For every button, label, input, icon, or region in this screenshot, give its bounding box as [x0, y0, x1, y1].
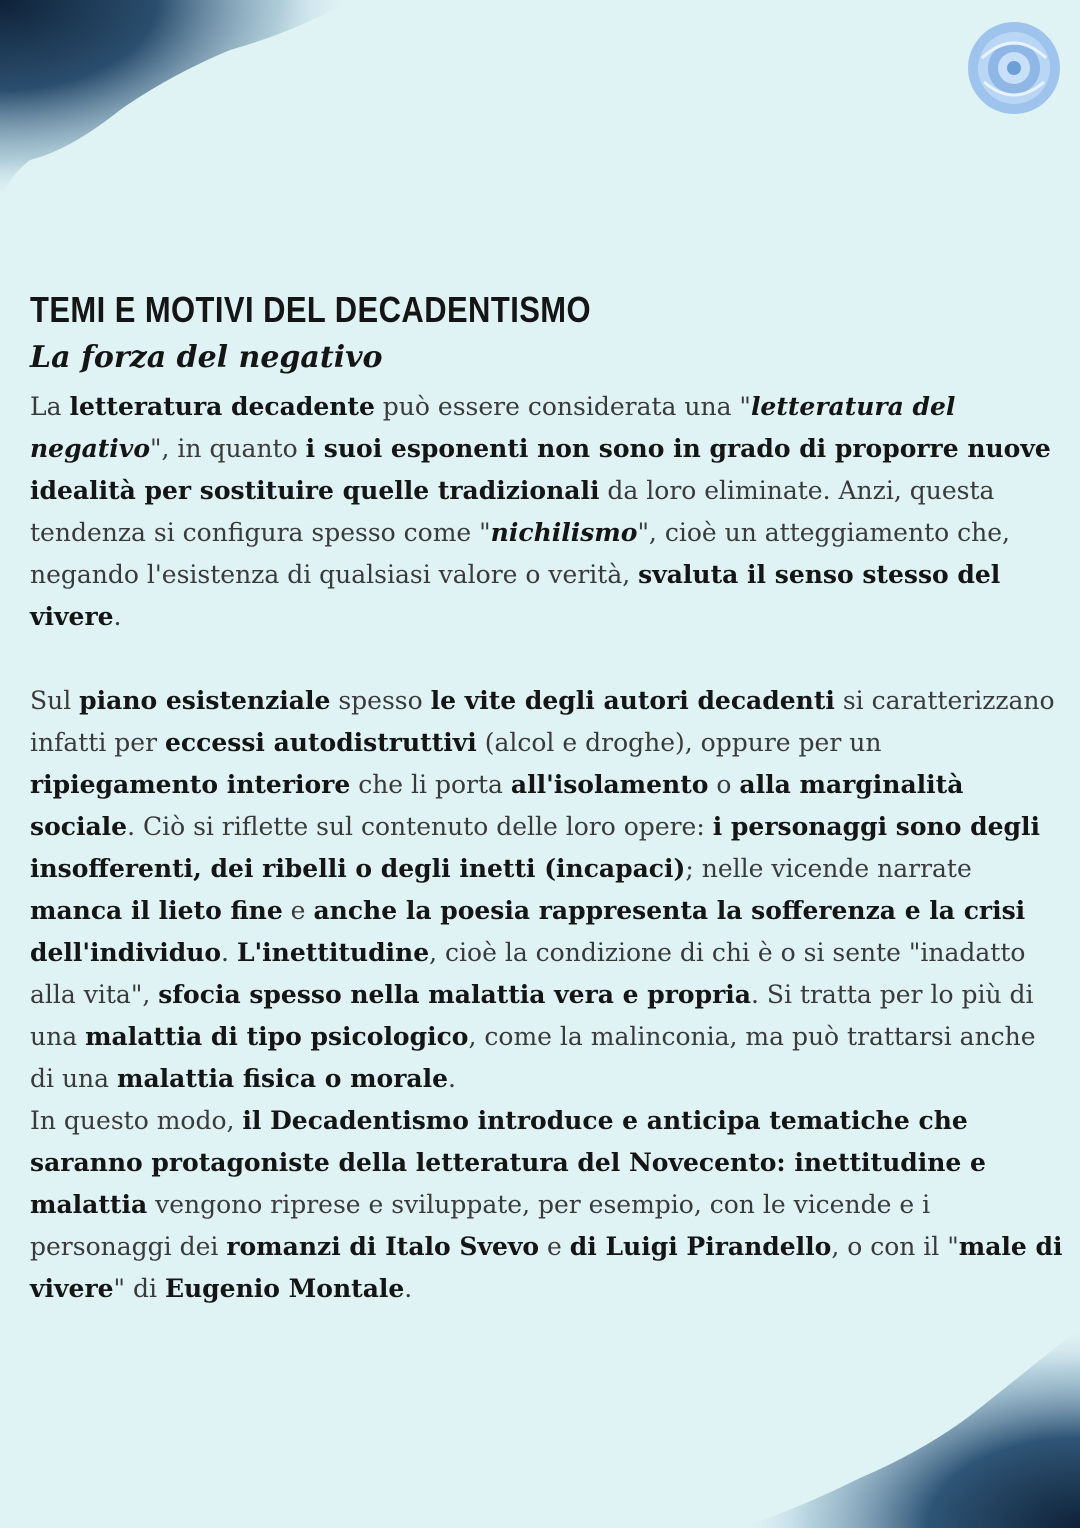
text: " di — [113, 1274, 165, 1303]
emphasis: sfocia spesso nella malattia vera e propria — [158, 980, 751, 1009]
text: si caratterizzano infatti per — [30, 686, 1055, 757]
text: (alcol e droghe), oppure per un — [476, 728, 882, 757]
text: ", cioè un atteggiamento che, negando l'esistenza di qualsiasi valore o verità, — [30, 518, 1010, 589]
emphasis: letteratura decadente — [69, 392, 375, 421]
emphasis: di Luigi Pirandello — [569, 1232, 832, 1261]
emphasis: i personaggi sono degli insofferenti, dei ribelli o degli inetti (incapaci) — [30, 812, 1040, 883]
text: . — [448, 1064, 456, 1093]
text: da loro eliminate. Anzi, questa tendenza si configura spesso come " — [30, 476, 995, 547]
text: . — [404, 1274, 413, 1303]
emphasis: Eugenio Montale — [164, 1274, 405, 1303]
emphasis: male di vivere — [30, 1232, 1063, 1303]
text: e — [539, 1232, 570, 1261]
document-body — [30, 286, 1066, 1310]
emphasis: malattia di tipo psicologico — [85, 1022, 469, 1051]
text: ", in quanto — [150, 434, 306, 463]
text: ; nelle vicende narrate — [685, 854, 972, 883]
emphasis: piano esistenziale — [79, 686, 331, 715]
text: . Si tratta per lo più di una — [30, 980, 1034, 1051]
rose-flower-icon — [962, 18, 1066, 118]
text: , cioè la condizione di chi è o si sente "inadatto alla vita", — [30, 938, 1026, 1009]
paragraph-3 — [30, 1100, 1066, 1310]
emphasis: manca il lieto fine — [30, 896, 283, 925]
page-title: TEMI E MOTIVI DEL DECADENTISMO — [30, 289, 592, 330]
emphasis: nichilismo — [490, 518, 638, 547]
text: . Ciò si riflette sul contenuto delle loro opere: — [127, 812, 713, 841]
text: . — [221, 938, 237, 967]
emphasis: eccessi autodistruttivi — [165, 728, 477, 757]
emphasis: svaluta il senso stesso del vivere — [30, 560, 1001, 631]
text: spesso — [330, 686, 431, 715]
text: Sul — [30, 686, 80, 715]
emphasis: alla marginalità sociale — [30, 770, 964, 841]
emphasis: malattia fisica o morale — [117, 1064, 448, 1093]
text: e — [282, 896, 314, 925]
text: . — [113, 602, 122, 631]
emphasis: anche la poesia rappresenta la sofferenza e la crisi dell'individuo — [30, 896, 1026, 967]
text: o — [708, 770, 740, 799]
watercolor-wash-bottom-right — [740, 1328, 1080, 1528]
watercolor-wash-top-left — [0, 0, 360, 230]
emphasis: il Decadentismo introduce e anticipa tematiche che saranno protagoniste della letteratura del Novecento: inettitudine e malattia — [30, 1106, 986, 1219]
text: che li porta — [350, 770, 511, 799]
text: può essere considerata una " — [374, 392, 751, 421]
emphasis: L'inettitudine — [236, 938, 430, 967]
text: In questo modo, — [30, 1106, 243, 1135]
paragraph-1 — [30, 386, 1066, 638]
emphasis: all'isolamento — [510, 770, 709, 799]
paragraph-2 — [30, 680, 1066, 1100]
text: , o con il " — [831, 1232, 959, 1261]
emphasis: le vite degli autori decadenti — [430, 686, 835, 715]
emphasis: ripiegamento interiore — [30, 770, 351, 799]
section-subtitle: La forza del negativo — [30, 340, 383, 375]
emphasis: romanzi di Italo Svevo — [226, 1232, 540, 1261]
text: vengono riprese e sviluppate, per esempio, con le vicende e i personaggi dei — [30, 1190, 931, 1261]
text: , come la malinconia, ma può trattarsi anche di una — [30, 1022, 1036, 1093]
emphasis: letteratura del negativo — [30, 392, 956, 463]
emphasis: i suoi esponenti non sono in grado di proporre nuove idealità per sostituire quelle tradizionali — [30, 434, 1051, 505]
text: La — [30, 392, 70, 421]
